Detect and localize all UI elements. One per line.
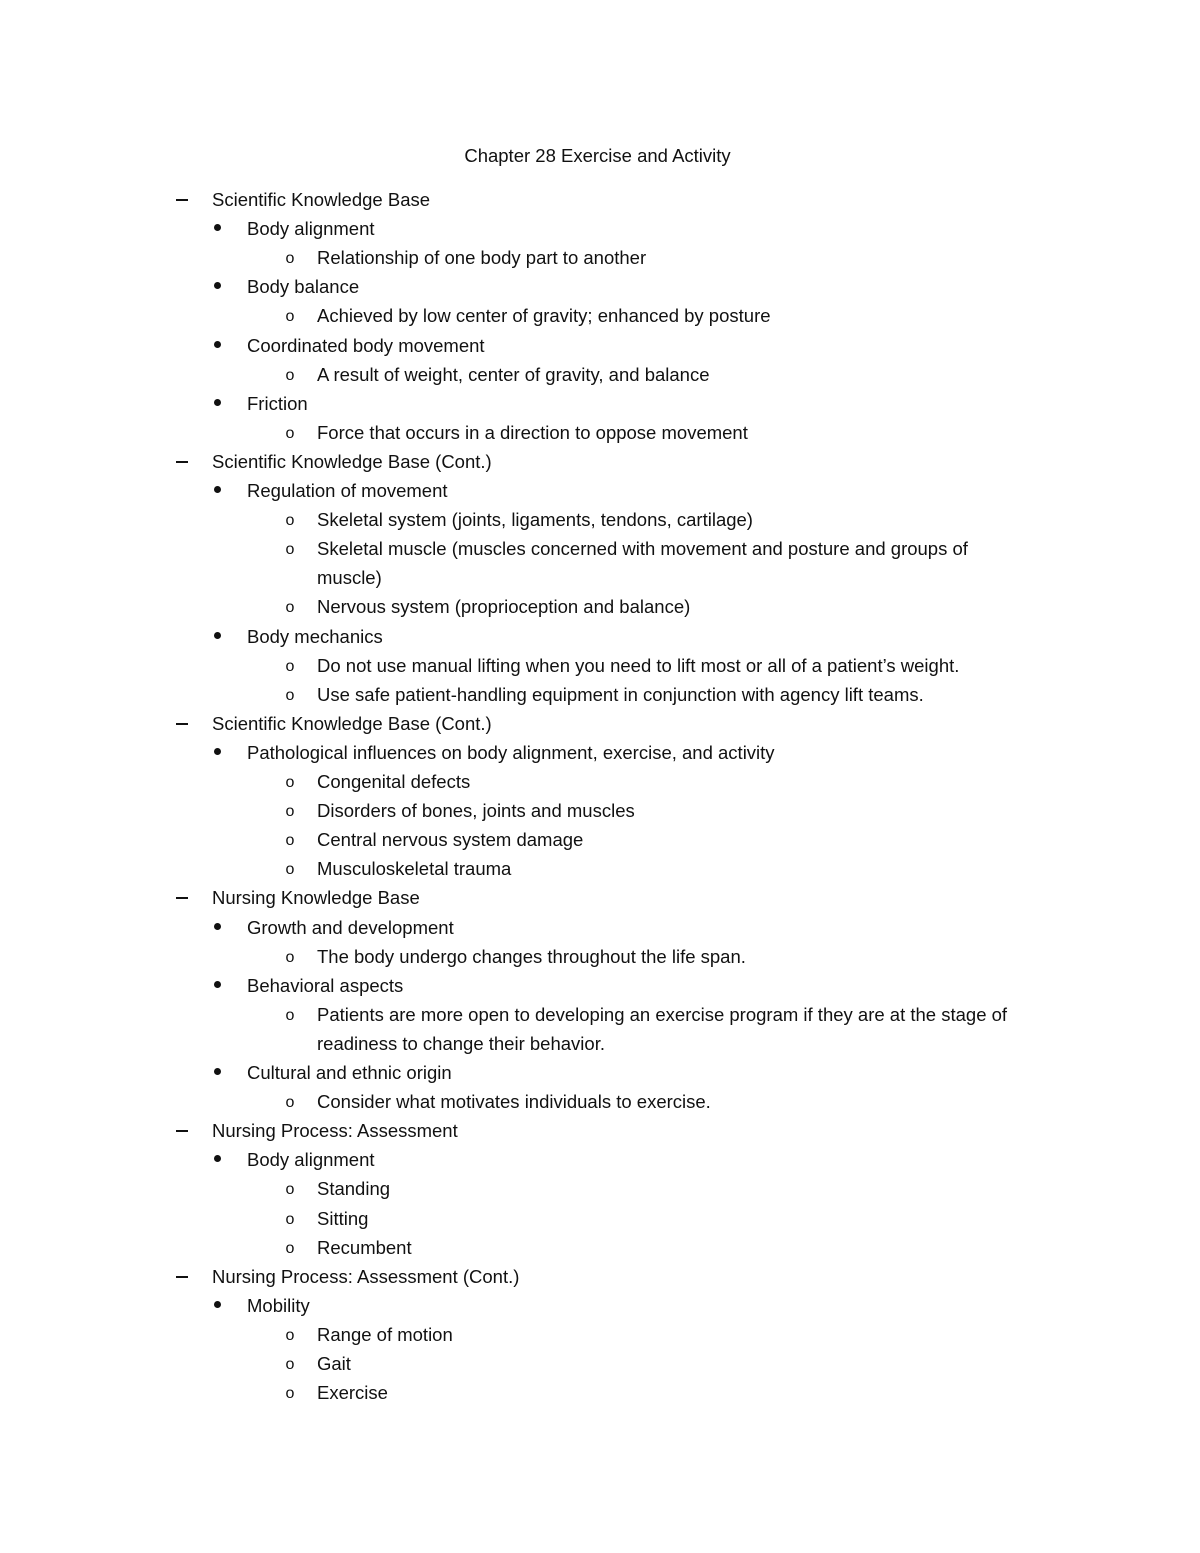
sub-bullet-item	[0, 767, 1200, 796]
line-text: Use safe patient-handling equipment in conjunction with agency lift teams.	[317, 683, 924, 705]
circle-marker: o	[285, 1239, 295, 1257]
bullet-item	[0, 913, 1200, 942]
line-text: Recumbent	[317, 1236, 412, 1258]
circle-marker: o	[285, 1181, 295, 1199]
line-text: Exercise	[317, 1382, 388, 1404]
sub-bullet-item	[0, 243, 1200, 272]
circle-marker: o	[285, 424, 295, 442]
bullet-item	[0, 1291, 1200, 1320]
line-text: Skeletal muscle (muscles concerned with movement and posture and groups of	[317, 538, 968, 560]
line-text: Achieved by low center of gravity; enhanced by posture	[317, 305, 771, 327]
circle-marker: o	[285, 774, 295, 791]
section-heading	[0, 709, 1200, 738]
line-text: Force that occurs in a direction to oppose movement	[317, 421, 748, 443]
bullet-marker	[214, 341, 221, 348]
dash-marker	[176, 1276, 188, 1278]
sub-bullet-item	[0, 796, 1200, 825]
circle-marker: o	[285, 832, 295, 850]
circle-marker: o	[285, 308, 295, 326]
bullet-item	[0, 389, 1200, 418]
bullet-item	[0, 738, 1200, 767]
circle-marker: o	[285, 686, 295, 704]
line-text: Standing	[317, 1178, 391, 1200]
bullet-item	[0, 214, 1200, 243]
sub-bullet-item	[0, 1233, 1200, 1262]
line-text: Regulation of movement	[247, 480, 448, 501]
dash-marker	[176, 199, 188, 201]
sub-bullet-continuation	[0, 1029, 1200, 1058]
line-text: Nursing Knowledge Base	[212, 887, 420, 909]
bullet-marker	[214, 632, 221, 639]
dash-marker	[176, 1130, 188, 1132]
bullet-item	[0, 331, 1200, 360]
circle-marker: o	[285, 1094, 295, 1112]
bullet-marker	[214, 486, 221, 493]
section-heading	[0, 883, 1200, 912]
document-title: Chapter 28 Exercise and Activity	[464, 145, 731, 166]
line-text: Patients are more open to developing an exercise program if they are at the stage of	[317, 1003, 1008, 1025]
circle-marker: o	[285, 1356, 295, 1373]
bullet-item	[0, 971, 1200, 1000]
line-text: Friction	[247, 392, 308, 414]
line-text: Scientific Knowledge Base (Cont.)	[212, 712, 492, 734]
sub-bullet-item	[0, 825, 1200, 854]
sub-bullet-item	[0, 1349, 1200, 1378]
sub-bullet-item	[0, 360, 1200, 389]
line-text: Range of motion	[317, 1323, 453, 1345]
bullet-marker	[214, 1068, 221, 1075]
line-text: Body mechanics	[247, 625, 383, 647]
line-text: Scientific Knowledge Base (Cont.)	[212, 450, 492, 472]
line-text: Musculoskeletal trauma	[317, 858, 512, 880]
circle-marker: o	[285, 1385, 295, 1403]
line-text: readiness to change their behavior.	[317, 1032, 605, 1054]
circle-marker: o	[285, 512, 295, 530]
circle-marker: o	[285, 803, 295, 821]
dash-marker	[176, 461, 188, 463]
sub-bullet-item	[0, 1000, 1200, 1029]
sub-bullet-continuation	[0, 563, 1200, 592]
sub-bullet-item	[0, 1174, 1200, 1203]
sub-bullet-item	[0, 680, 1200, 709]
circle-marker: o	[285, 1326, 295, 1344]
bullet-item	[0, 622, 1200, 651]
line-text: Gait	[317, 1353, 351, 1374]
bullet-marker	[214, 1155, 221, 1162]
bullet-item	[0, 476, 1200, 505]
line-text: Skeletal system (joints, ligaments, tendons, cartilage)	[317, 509, 753, 531]
sub-bullet-item	[0, 534, 1200, 563]
bullet-item	[0, 1145, 1200, 1174]
line-text: Coordinated body movement	[247, 334, 485, 356]
bullet-marker	[214, 923, 221, 930]
line-text: Disorders of bones, joints and muscles	[317, 800, 635, 822]
line-text: Relationship of one body part to another	[317, 247, 647, 269]
circle-marker: o	[285, 1006, 295, 1024]
line-text: Nervous system (proprioception and balance)	[317, 596, 691, 618]
line-text: Scientific Knowledge Base	[212, 189, 431, 210]
line-text: The body undergo changes throughout the life span.	[317, 945, 746, 967]
line-text: Sitting	[317, 1207, 369, 1229]
line-text: Central nervous system damage	[317, 829, 584, 851]
section-heading	[0, 1116, 1200, 1145]
section-heading	[0, 447, 1200, 476]
line-text: Behavioral aspects	[247, 974, 404, 996]
line-text: Growth and development	[247, 916, 454, 938]
bullet-marker	[214, 224, 221, 231]
sub-bullet-item	[0, 505, 1200, 534]
dash-marker	[176, 897, 188, 899]
line-text: Mobility	[247, 1294, 310, 1316]
sub-bullet-item	[0, 854, 1200, 883]
line-text: A result of weight, center of gravity, and balance	[317, 363, 710, 385]
line-text: Body alignment	[247, 1149, 375, 1171]
sub-bullet-item	[0, 651, 1200, 680]
bullet-marker	[214, 981, 221, 988]
line-text: Consider what motivates individuals to exercise.	[317, 1091, 711, 1113]
line-text: Body alignment	[247, 218, 375, 240]
bullet-marker	[214, 1301, 221, 1308]
line-text: Nursing Process: Assessment (Cont.)	[212, 1265, 520, 1287]
section-heading	[0, 1262, 1200, 1291]
circle-marker: o	[285, 657, 295, 675]
bullet-marker	[214, 399, 221, 406]
bullet-marker	[214, 748, 221, 755]
dash-marker	[176, 723, 188, 725]
circle-marker: o	[285, 250, 295, 268]
circle-marker: o	[285, 948, 295, 966]
section-heading	[0, 185, 1200, 214]
sub-bullet-item	[0, 592, 1200, 621]
sub-bullet-item	[0, 1204, 1200, 1233]
bullet-item	[0, 272, 1200, 301]
sub-bullet-item	[0, 418, 1200, 447]
bullet-marker	[214, 282, 221, 289]
sub-bullet-item	[0, 1087, 1200, 1116]
line-text: Nursing Process: Assessment	[212, 1120, 458, 1142]
line-text: Pathological influences on body alignment, exercise, and activity	[247, 741, 775, 763]
sub-bullet-item	[0, 301, 1200, 330]
sub-bullet-item	[0, 1320, 1200, 1349]
line-text: Cultural and ethnic origin	[247, 1062, 452, 1083]
line-text: Body balance	[247, 276, 360, 298]
line-text: Congenital defects	[317, 771, 471, 792]
circle-marker: o	[285, 541, 295, 559]
line-text: Do not use manual lifting when you need to lift most or all of a patient’s weight.	[317, 654, 960, 676]
circle-marker: o	[285, 366, 295, 384]
sub-bullet-item	[0, 942, 1200, 971]
circle-marker: o	[285, 1210, 295, 1228]
line-text: muscle)	[317, 567, 382, 589]
sub-bullet-item	[0, 1378, 1200, 1407]
circle-marker: o	[285, 861, 295, 879]
bullet-item	[0, 1058, 1200, 1087]
circle-marker: o	[285, 599, 295, 617]
